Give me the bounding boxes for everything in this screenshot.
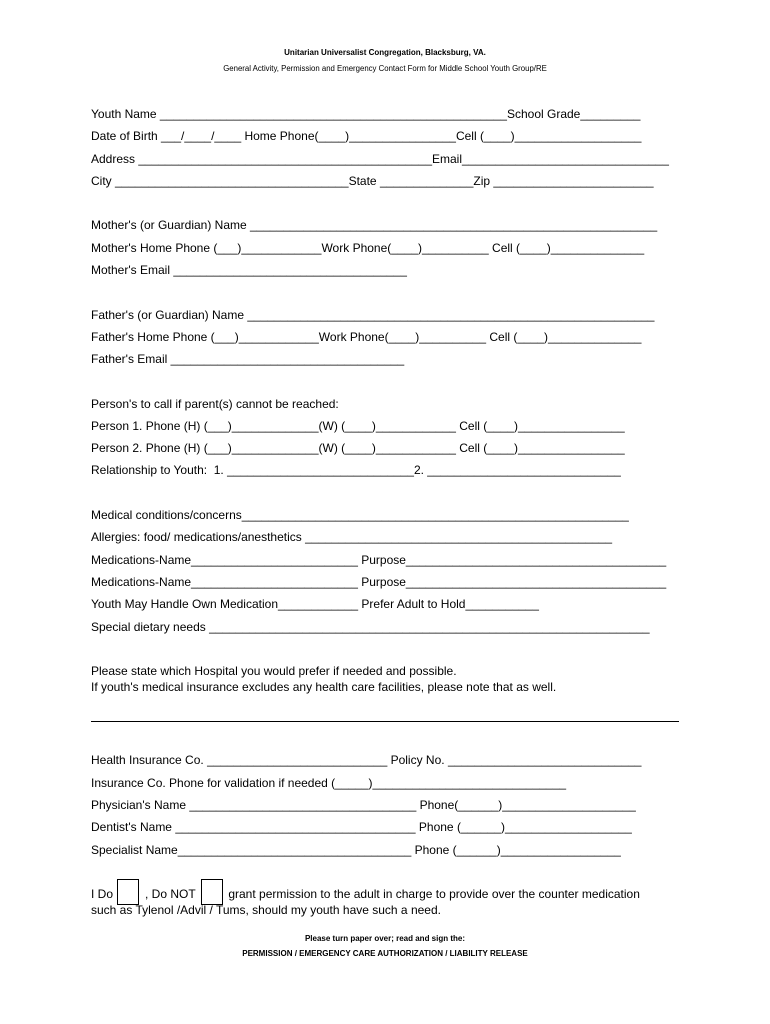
do-not-checkbox[interactable] — [201, 879, 223, 905]
address-field[interactable]: Address ____________________________________________Email_______________________________ — [91, 152, 669, 166]
form-subtitle: General Activity, Permission and Emergency Contact Form for Middle School Youth Group/RE — [223, 64, 547, 73]
insurance-phone-field[interactable]: Insurance Co. Phone for validation if needed (_____)_____________________________ — [91, 776, 567, 790]
medication-handling-field[interactable]: Youth May Handle Own Medication____________ Prefer Adult to Hold___________ — [91, 597, 539, 611]
permission-statement: grant permission to the adult in charge to provide over the counter medication — [225, 887, 640, 901]
person-1-phone-field[interactable]: Person 1. Phone (H) (___)_____________(W) (____)____________ Cell (____)________________ — [91, 419, 625, 433]
hospital-instructions: Please state which Hospital you would prefer if needed and possible. — [91, 664, 457, 678]
hospital-answer-line[interactable] — [91, 721, 679, 722]
permission-statement-continued: such as Tylenol /Advil / Tums, should my youth have such a need. — [91, 903, 441, 917]
city-field[interactable]: City ___________________________________State ______________Zip ________________________ — [91, 174, 654, 188]
mother-phones-field[interactable]: Mother's Home Phone (___)____________Work Phone(____)__________ Cell (____)______________ — [91, 241, 645, 255]
alternate-contacts-heading: Person's to call if parent(s) cannot be reached: — [91, 397, 339, 411]
physician-field[interactable]: Physician's Name __________________________________ Phone(______)____________________ — [91, 798, 636, 812]
turn-over-instruction: Please turn paper over; read and sign the: — [304, 934, 466, 943]
medication-1-field[interactable]: Medications-Name_________________________ Purpose_______________________________________ — [91, 553, 667, 567]
father-email-field[interactable]: Father's Email ___________________________________ — [91, 352, 405, 366]
medical-conditions-field[interactable]: Medical conditions/concerns__________________________________________________________ — [91, 508, 629, 522]
mother-email-field[interactable]: Mother's Email ___________________________________ — [91, 263, 407, 277]
father-name-field[interactable]: Father's (or Guardian) Name _____________________________________________________________ — [91, 308, 655, 322]
dietary-needs-field[interactable]: Special dietary needs __________________________________________________________________ — [91, 620, 650, 634]
mother-name-field[interactable]: Mother's (or Guardian) Name _____________________________________________________________ — [91, 218, 658, 232]
youth-name-field[interactable]: Youth Name ____________________________________________________School Grade_________ — [91, 107, 641, 121]
health-insurance-field[interactable]: Health Insurance Co. ___________________________ Policy No. _____________________________ — [91, 753, 642, 767]
date-of-birth-field[interactable]: Date of Birth ___/____/____ Home Phone(____)________________Cell (____)___________________ — [91, 129, 642, 143]
i-do-checkbox[interactable] — [117, 879, 139, 905]
specialist-field[interactable]: Specialist Name___________________________________ Phone (______)__________________ — [91, 843, 621, 857]
insurance-exclusion-note: If youth's medical insurance excludes any health care facilities, please note that as well. — [91, 680, 557, 694]
dentist-field[interactable]: Dentist's Name ____________________________________ Phone (______)___________________ — [91, 820, 632, 834]
form-title: Unitarian Universalist Congregation, Blacksburg, VA. — [284, 48, 486, 57]
release-title: PERMISSION / EMERGENCY CARE AUTHORIZATION / LIABILITY RELEASE — [242, 949, 528, 958]
i-do-label: I Do — [91, 887, 114, 901]
person-2-phone-field[interactable]: Person 2. Phone (H) (___)_____________(W) (____)____________ Cell (____)________________ — [91, 441, 625, 455]
medication-2-field[interactable]: Medications-Name_________________________ Purpose_______________________________________ — [91, 575, 667, 589]
allergies-field[interactable]: Allergies: food/ medications/anesthetics ______________________________________________ — [91, 530, 613, 544]
do-not-label: , Do NOT — [145, 887, 196, 901]
relationship-field[interactable]: Relationship to Youth: 1. ____________________________2. _____________________________ — [91, 463, 621, 477]
father-phones-field[interactable]: Father's Home Phone (___)____________Work Phone(____)__________ Cell (____)______________ — [91, 330, 642, 344]
